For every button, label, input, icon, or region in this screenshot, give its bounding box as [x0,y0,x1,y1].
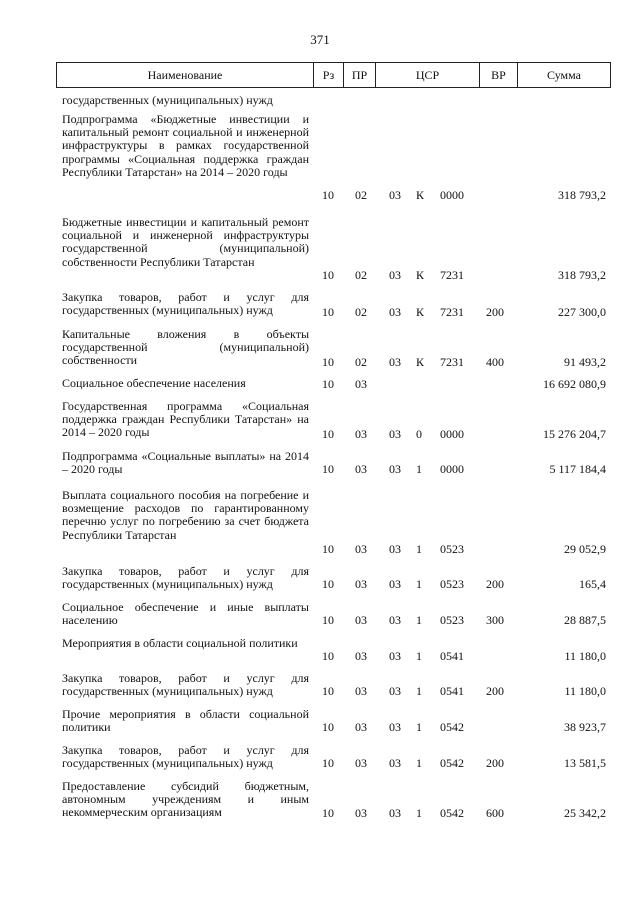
row-sum: 91 493,2 [564,354,606,369]
table-row [0,770,640,820]
row-csr-3: 7231 [440,354,464,369]
row-csr-3: 0542 [440,719,464,734]
row-sum: 11 180,0 [564,648,606,663]
row-sum: 25 342,2 [564,805,606,820]
row-csr-2: 1 [416,755,422,770]
row-rz: 10 [322,304,334,319]
row-rz: 10 [322,461,334,476]
table-row [0,476,640,556]
table-row [0,319,640,369]
table-row [0,112,640,202]
row-pr: 03 [355,683,367,698]
table-row [0,282,640,319]
row-csr-3: 0523 [440,541,464,556]
row-rz: 10 [322,187,334,202]
table-row [0,391,640,441]
row-pr: 02 [355,354,367,369]
row-name: Закупка товаров, работ и услуг для государственных (муниципальных) нужд [62,564,309,592]
row-csr-3: 0542 [440,805,464,820]
row-pr: 03 [355,648,367,663]
row-csr-1: 03 [389,267,401,282]
row-name: Выплата социального пособия на погребение и возмещение расходов по гарантированному перечню услуг по погребению за счет бюджета Республики Татарстан [62,488,309,542]
row-csr-2: 1 [416,461,422,476]
row-csr-1: 03 [389,755,401,770]
table-row [0,441,640,476]
row-csr-2: 1 [416,805,422,820]
row-pr: 03 [355,576,367,591]
row-vr: 400 [486,354,504,369]
row-csr-1: 03 [389,719,401,734]
row-sum: 318 793,2 [558,187,606,202]
row-name: Подпрограмма «Социальные выплаты» на 2014 – 2020 годы [62,449,309,477]
row-pr: 02 [355,267,367,282]
row-name: Закупка товаров, работ и услуг для государственных (муниципальных) нужд [62,290,309,318]
row-csr-2: 1 [416,719,422,734]
row-pr: 03 [355,755,367,770]
header-pr: ПР [344,63,376,87]
row-csr-2: 1 [416,648,422,663]
row-sum: 38 923,7 [564,719,606,734]
row-csr-3: 7231 [440,267,464,282]
row-csr-3: 0541 [440,683,464,698]
row-rz: 10 [322,541,334,556]
row-pr: 03 [355,805,367,820]
row-rz: 10 [322,354,334,369]
header-vr: ВР [480,63,518,87]
row-sum: 165,4 [579,576,606,591]
row-csr-1: 03 [389,648,401,663]
row-rz: 10 [322,267,334,282]
row-rz: 10 [322,648,334,663]
row-vr: 200 [486,304,504,319]
row-name: Государственная программа «Социальная поддержка граждан Республики Татарстан» на 2014 – 2020 годы [62,399,309,440]
row-csr-2: К [416,354,425,369]
row-sum: 227 300,0 [558,304,606,319]
row-name: Закупка товаров, работ и услуг для государственных (муниципальных) нужд [62,671,309,699]
row-pr: 03 [355,612,367,627]
row-rz: 10 [322,719,334,734]
row-name: Мероприятия в области социальной политики [62,636,298,650]
row-pr: 03 [355,426,367,441]
row-name: Подпрограмма «Бюджетные инвестиции и капитальный ремонт социальной и инженерной инфраструктуры в рамках государственной программы «Социальная поддержка граждан Республики Татарстан» на 2014 – 2020 годы [62,112,309,179]
row-pr: 03 [355,376,367,391]
header-sum: Сумма [547,67,581,82]
table-row [0,369,640,391]
row-sum: 15 276 204,7 [543,426,606,441]
row-name: Предоставление субсидий бюджетным, автономным учреждениям и иным некоммерческим организациям [62,779,309,820]
row-csr-2: 1 [416,683,422,698]
page-number: 371 [310,32,330,47]
row-csr-3: 0000 [440,426,464,441]
row-csr-2: К [416,187,425,202]
table-row [0,627,640,663]
row-csr-1: 03 [389,461,401,476]
table-header [56,62,611,88]
row-rz: 10 [322,376,334,391]
row-vr: 300 [486,612,504,627]
row-csr-1: 03 [389,354,401,369]
row-rz: 10 [322,612,334,627]
row-name: Капитальные вложения в объекты государственной (муниципальной) собственности [62,327,309,368]
row-csr-3: 0542 [440,755,464,770]
header-name: Наименование [57,63,314,87]
row-name: государственных (муниципальных) нужд [62,93,273,107]
row-vr: 200 [486,755,504,770]
row-csr-1: 03 [389,805,401,820]
row-rz: 10 [322,755,334,770]
row-csr-2: 1 [416,576,422,591]
table-body [0,88,640,820]
row-csr-1: 03 [389,304,401,319]
table-row [0,663,640,698]
row-csr-1: 03 [389,426,401,441]
row-csr-3: 0000 [440,187,464,202]
row-name: Социальное обеспечение населения [62,376,246,390]
row-vr: 200 [486,576,504,591]
row-csr-3: 0523 [440,612,464,627]
header-csr: ЦСР [376,63,480,87]
row-pr: 03 [355,719,367,734]
row-rz: 10 [322,576,334,591]
row-rz: 10 [322,683,334,698]
header-rz: Рз [314,63,344,87]
row-pr: 03 [355,461,367,476]
row-name: Социальное обеспечение и иные выплаты населению [62,600,309,628]
row-sum: 11 180,0 [564,683,606,698]
row-sum: 13 581,5 [564,755,606,770]
row-csr-1: 03 [389,683,401,698]
table-row [0,88,640,112]
row-csr-3: 0523 [440,576,464,591]
row-csr-3: 0541 [440,648,464,663]
row-csr-1: 03 [389,541,401,556]
row-sum: 5 117 184,4 [549,461,606,476]
row-csr-1: 03 [389,612,401,627]
row-name: Закупка товаров, работ и услуг для государственных (муниципальных) нужд [62,743,309,771]
row-rz: 10 [322,805,334,820]
table-row [0,202,640,282]
row-vr: 200 [486,683,504,698]
table-row [0,556,640,591]
row-sum: 28 887,5 [564,612,606,627]
row-csr-2: 0 [416,426,422,441]
table-row [0,591,640,627]
table-row [0,734,640,770]
row-pr: 03 [355,541,367,556]
row-name: Бюджетные инвестиции и капитальный ремонт социальной и инженерной инфраструктуры государственной (муниципальной) собственности Республики Татарстан [62,215,309,269]
table-row [0,698,640,734]
row-sum: 29 052,9 [564,541,606,556]
row-name: Прочие мероприятия в области социальной политики [62,707,309,735]
row-rz: 10 [322,426,334,441]
row-vr: 600 [486,805,504,820]
row-csr-2: К [416,304,425,319]
row-pr: 02 [355,304,367,319]
row-csr-2: 1 [416,541,422,556]
row-csr-3: 0000 [440,461,464,476]
row-csr-1: 03 [389,576,401,591]
row-csr-1: 03 [389,187,401,202]
row-sum: 16 692 080,9 [543,376,606,391]
row-pr: 02 [355,187,367,202]
row-csr-2: К [416,267,425,282]
row-csr-2: 1 [416,612,422,627]
row-csr-3: 7231 [440,304,464,319]
row-sum: 318 793,2 [558,267,606,282]
